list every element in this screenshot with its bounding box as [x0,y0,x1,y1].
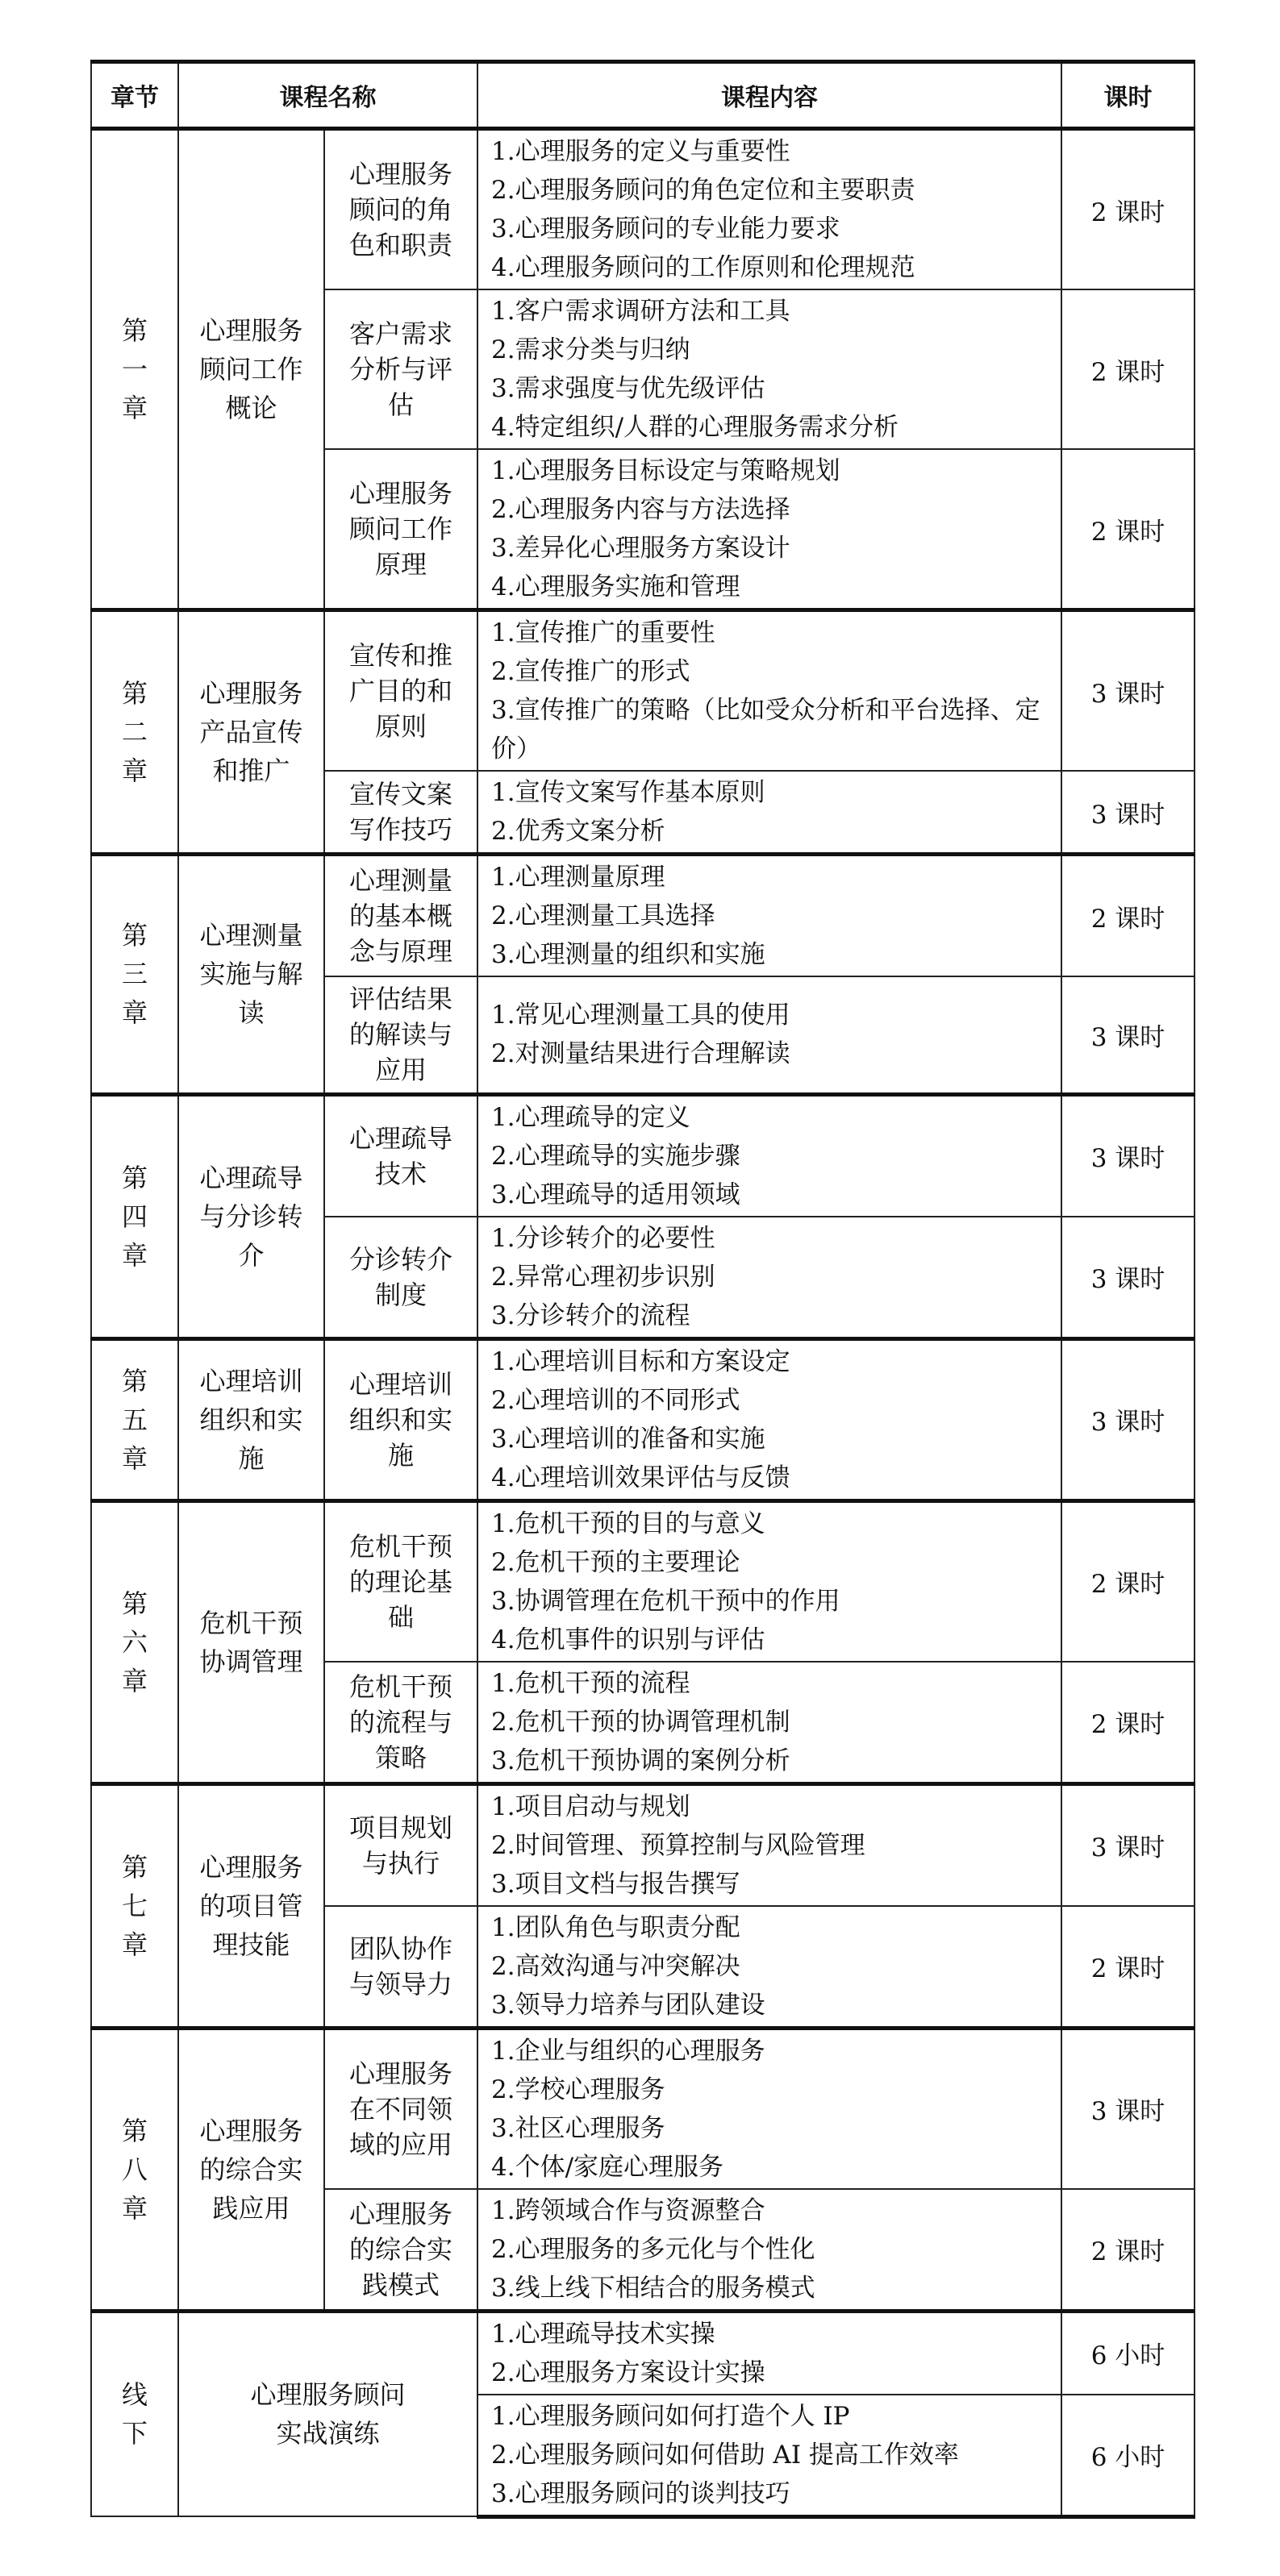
table-row [91,129,1195,290]
sub-topic-cell: 客户需求 分析与评 估 [324,289,477,449]
course-name-cell: 心理服务 顾问工作 概论 [178,129,324,610]
table-body [91,129,1195,2517]
content-item: 3.协调管理在危机干预中的作用 [491,1586,840,1616]
table-row [91,1500,1195,1662]
content-item: 3.项目文档与报告撰写 [491,1869,740,1899]
header-course-name: 课程名称 [178,62,477,129]
content-item: 2.对测量结果进行合理解读 [491,1039,790,1069]
chapter-cell: 第 七 章 [91,1783,178,2028]
content-item: 1.心理疏导技术实操 [491,2319,715,2349]
content-item: 2.时间管理、预算控制与风险管理 [491,1830,865,1860]
content-item: 1.宣传推广的重要性 [491,618,715,647]
hours-cell: 3 课时 [1061,2028,1195,2189]
hours-cell: 3 课时 [1061,1094,1195,1217]
course-content-cell [477,449,1061,610]
content-item: 1.危机干预的目的与意义 [491,1509,765,1538]
hours-cell: 2 课时 [1061,1500,1195,1662]
curriculum-table [90,60,1195,2519]
hours-cell: 3 课时 [1061,610,1195,772]
header-chapter: 章节 [91,62,178,129]
sub-topic-cell: 分诊转介 制度 [324,1217,477,1339]
table-row [91,1783,1195,1906]
chapter-cell: 第 四 章 [91,1094,178,1338]
content-item: 1.跨领域合作与资源整合 [491,2195,765,2225]
content-item: 2.高效沟通与冲突解决 [491,1951,740,1981]
content-item: 2.学校心理服务 [491,2075,665,2104]
content-item: 1.宣传文案写作基本原则 [491,778,765,807]
course-content-cell [477,1662,1061,1784]
content-item: 3.宣传推广的策略（比如受众分析和平台选择、定价） [491,696,1040,764]
chapter-cell: 第 三 章 [91,855,178,1095]
course-content-cell [477,1338,1061,1500]
content-item: 1.危机干预的流程 [491,1668,690,1698]
chapter-cell: 第 五 章 [91,1338,178,1500]
content-item: 1.心理测量原理 [491,863,665,892]
course-name-cell: 心理疏导 与分诊转 介 [178,1094,324,1338]
content-item: 2.优秀文案分析 [491,817,665,846]
content-item: 4.特定组织/人群的心理服务需求分析 [491,413,899,442]
content-item: 1.企业与组织的心理服务 [491,2036,765,2066]
hours-cell: 3 课时 [1061,1217,1195,1339]
course-content-cell [477,976,1061,1094]
content-item: 3.社区心理服务 [491,2113,665,2143]
header-course-content: 课程内容 [477,62,1061,129]
content-item: 2.心理服务方案设计实操 [491,2358,765,2387]
sub-topic-cell: 心理疏导 技术 [324,1094,477,1217]
hours-cell: 3 课时 [1061,976,1195,1094]
hours-cell: 3 课时 [1061,1783,1195,1906]
content-item: 1.心理服务的定义与重要性 [491,137,790,166]
course-content-cell [477,771,1061,855]
content-item: 2.宣传推广的形式 [491,657,690,686]
content-item: 2.心理服务的多元化与个性化 [491,2234,815,2264]
content-item: 4.心理服务顾问的工作原则和伦理规范 [491,253,915,282]
sub-topic-cell: 团队协作 与领导力 [324,1906,477,2029]
course-name-cell: 心理服务顾问 实战演练 [178,2311,477,2516]
sub-topic-cell: 心理服务 在不同领 域的应用 [324,2028,477,2189]
sub-topic-cell: 项目规划 与执行 [324,1783,477,1906]
content-item: 1.心理服务目标设定与策略规划 [491,456,840,485]
content-item: 1.心理服务顾问如何打造个人 IP [491,2401,850,2431]
course-content-cell [477,855,1061,977]
sub-topic-cell: 评估结果 的解读与 应用 [324,976,477,1094]
content-item: 2.需求分类与归纳 [491,335,690,364]
hours-cell: 3 课时 [1061,1338,1195,1500]
table-row [91,1094,1195,1217]
table-row [91,2311,1195,2395]
content-item: 2.心理服务顾问如何借助 AI 提高工作效率 [491,2440,959,2470]
content-item: 2.异常心理初步识别 [491,1262,715,1292]
content-item: 2.心理疏导的实施步骤 [491,1141,740,1171]
course-name-cell: 心理服务 的项目管 理技能 [178,1783,324,2028]
hours-cell: 2 课时 [1061,855,1195,977]
course-content-cell [477,2395,1061,2517]
chapter-cell: 线 下 [91,2311,178,2516]
hours-cell: 2 课时 [1061,2189,1195,2312]
course-content-cell [477,1906,1061,2029]
course-name-cell: 心理测量 实施与解 读 [178,855,324,1095]
table-row [91,855,1195,977]
sub-topic-cell: 心理服务 的综合实 践模式 [324,2189,477,2312]
course-content-cell [477,2028,1061,2189]
content-item: 2.心理培训的不同形式 [491,1385,740,1415]
table-row [91,2028,1195,2189]
content-item: 3.心理测量的组织和实施 [491,940,765,969]
course-name-cell: 心理服务 产品宣传 和推广 [178,610,324,855]
header-row [91,62,1195,129]
content-item: 1.心理疏导的定义 [491,1102,690,1132]
hours-cell: 3 课时 [1061,771,1195,855]
table-row [91,610,1195,772]
content-item: 2.心理服务顾问的角色定位和主要职责 [491,176,915,205]
course-content-cell [477,610,1061,772]
course-content-cell [477,1783,1061,1906]
course-content-cell [477,289,1061,449]
sub-topic-cell: 心理测量 的基本概 念与原理 [324,855,477,977]
sub-topic-cell: 宣传文案 写作技巧 [324,771,477,855]
hours-cell: 6 小时 [1061,2395,1195,2517]
hours-cell: 2 课时 [1061,1906,1195,2029]
content-item: 1.常见心理测量工具的使用 [491,1001,790,1030]
content-item: 1.分诊转介的必要性 [491,1223,715,1253]
content-item: 3.危机干预协调的案例分析 [491,1746,790,1775]
content-item: 4.心理培训效果评估与反馈 [491,1463,790,1492]
content-item: 3.差异化心理服务方案设计 [491,534,790,563]
content-item: 2.危机干预的协调管理机制 [491,1707,790,1737]
chapter-cell: 第 八 章 [91,2028,178,2311]
hours-cell: 2 课时 [1061,129,1195,290]
content-item: 2.心理服务内容与方法选择 [491,495,790,524]
content-item: 1.客户需求调研方法和工具 [491,297,790,326]
course-content-cell [477,1500,1061,1662]
content-item: 2.危机干预的主要理论 [491,1547,740,1577]
hours-cell: 2 课时 [1061,289,1195,449]
content-item: 3.分诊转介的流程 [491,1300,690,1330]
sub-topic-cell: 危机干预 的流程与 策略 [324,1662,477,1784]
content-item: 3.心理疏导的适用领域 [491,1180,740,1209]
sub-topic-cell: 危机干预 的理论基 础 [324,1500,477,1662]
chapter-cell: 第 六 章 [91,1500,178,1783]
course-name-cell: 心理培训 组织和实 施 [178,1338,324,1500]
hours-cell: 6 小时 [1061,2311,1195,2395]
sub-topic-cell: 心理服务 顾问工作 原理 [324,449,477,610]
sub-topic-cell: 宣传和推 广目的和 原则 [324,610,477,772]
content-item: 3.线上线下相结合的服务模式 [491,2273,815,2303]
course-content-cell [477,2311,1061,2395]
hours-cell: 2 课时 [1061,1662,1195,1784]
chapter-cell: 第 一 章 [91,129,178,610]
course-content-cell [477,1094,1061,1217]
hours-cell: 2 课时 [1061,449,1195,610]
content-item: 1.项目启动与规划 [491,1792,690,1821]
content-item: 2.心理测量工具选择 [491,901,715,930]
content-item: 1.团队角色与职责分配 [491,1912,740,1942]
content-item: 3.领导力培养与团队建设 [491,1990,765,2020]
content-item: 4.心理服务实施和管理 [491,572,740,601]
course-name-cell: 危机干预 协调管理 [178,1500,324,1783]
course-content-cell [477,129,1061,290]
content-item: 4.个体/家庭心理服务 [491,2152,724,2182]
sub-topic-cell: 心理服务 顾问的角 色和职责 [324,129,477,290]
course-content-cell [477,1217,1061,1339]
chapter-cell: 第 二 章 [91,610,178,855]
table-row [91,1338,1195,1500]
content-item: 1.心理培训目标和方案设定 [491,1346,790,1376]
sub-topic-cell: 心理培训 组织和实 施 [324,1338,477,1500]
header-hours: 课时 [1061,62,1195,129]
content-item: 4.危机事件的识别与评估 [491,1625,765,1654]
content-item: 3.心理服务顾问的专业能力要求 [491,214,840,243]
course-content-cell [477,2189,1061,2312]
content-item: 3.需求强度与优先级评估 [491,374,765,403]
content-item: 3.心理服务顾问的谈判技巧 [491,2478,790,2508]
course-name-cell: 心理服务 的综合实 践应用 [178,2028,324,2311]
content-item: 3.心理培训的准备和实施 [491,1424,765,1454]
